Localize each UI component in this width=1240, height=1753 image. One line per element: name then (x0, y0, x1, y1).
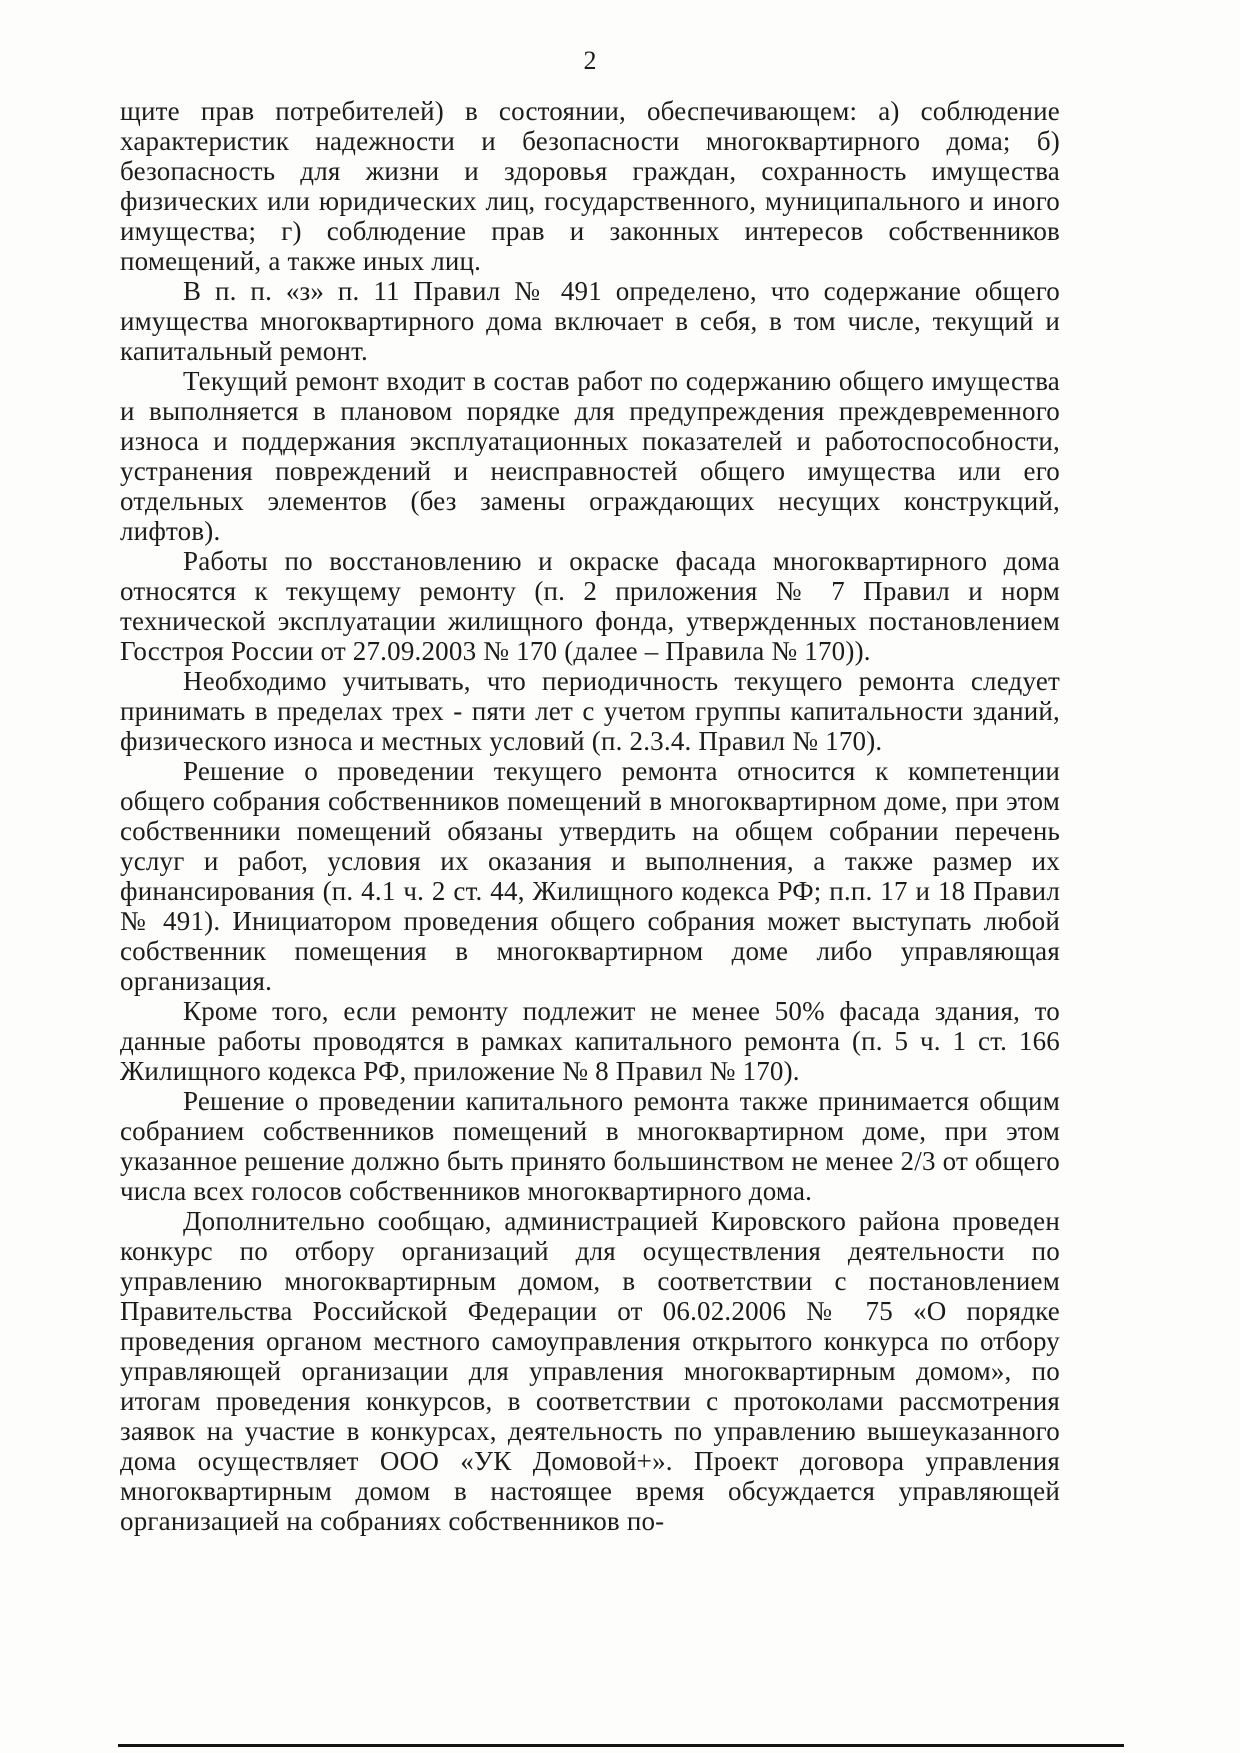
document-body (120, 96, 1060, 1536)
paragraph-2: В п. п. «з» п. 11 Правил № 491 определено, что содержание общего имущества многоквартирного дома включает в себя, в том числе, текущий и капитальный ремонт. (120, 276, 1060, 366)
paragraph-8: Решение о проведении капитального ремонта также принимается общим собранием собственников помещений в многоквартирном доме, при этом указанное решение должно быть принято большинством не менее 2/3 от общего числа всех голосов собственников многоквартирного дома. (120, 1086, 1061, 1206)
paragraph-7: Кроме того, если ремонту подлежит не менее 50% фасада здания, то данные работы проводятся в рамках капитального ремонта (п. 5 ч. 1 ст. 166 Жилищного кодекса РФ, приложение № 8 Правил № 170). (120, 996, 1060, 1086)
paragraph-9: Дополнительно сообщаю, администрацией Кировского района проведен конкурс по отбору организаций для осуществления деятельности по управлению многоквартирным домом, в соответствии с постановлением Правительства Российской Федерации от 06.02.2006 № 75 «О порядке проведения органом местного самоуправления открытого конкурса по отбору управляющей организации для управления многоквартирным домом», по итогам проведения конкурсов, в соответствии с протоколами рассмотрения заявок на участие в конкурсах, деятельность по управлению вышеуказанного дома осуществляет ООО «УК Домовой+». Проект договора управления многоквартирным домом в настоящее время обсуждается управляющей организацией на собраниях собственников по- (120, 1206, 1060, 1536)
paragraph-4: Работы по восстановлению и окраске фасада многоквартирного дома относятся к текущему ремонту (п. 2 приложения № 7 Правил и норм технической эксплуатации жилищного фонда, утвержденных постановлением Госстроя России от 27.09.2003 № 170 (далее – Правила № 170)). (120, 546, 1060, 666)
scan-artifact-line (118, 1744, 1124, 1747)
page-number: 2 (583, 46, 597, 75)
paragraph-6: Решение о проведении текущего ремонта относится к компетенции общего собрания собственников помещений в многоквартирном доме, при этом собственники помещений обязаны утвердить на общем собрании перечень услуг и работ, условия их оказания и выполнения, а также размер их финансирования (п. 4.1 ч. 2 ст. 44, Жилищного кодекса РФ; п.п. 17 и 18 Правил № 491). Инициатором проведения общего собрания может выступать любой собственник помещения в многоквартирном доме либо управляющая организация. (120, 756, 1060, 996)
paragraph-1: щите прав потребителей) в состоянии, обеспечивающем: а) соблюдение характеристик надежности и безопасности многоквартирного дома; б) безопасность для жизни и здоровья граждан, сохранность имущества физических или юридических лиц, государственного, муниципального и иного имущества; г) соблюдение прав и законных интересов собственников помещений, а также иных лиц. (120, 96, 1060, 276)
paragraph-5: Необходимо учитывать, что периодичность текущего ремонта следует принимать в пределах трех - пяти лет с учетом группы капитальности зданий, физического износа и местных условий (п. 2.3.4. Правил № 170). (120, 666, 1060, 756)
paragraph-3: Текущий ремонт входит в состав работ по содержанию общего имущества и выполняется в плановом порядке для предупреждения преждевременного износа и поддержания эксплуатационных показателей и работоспособности, устранения повреждений и неисправностей общего имущества или его отдельных элементов (без замены ограждающих несущих конструкций, лифтов). (120, 366, 1060, 546)
